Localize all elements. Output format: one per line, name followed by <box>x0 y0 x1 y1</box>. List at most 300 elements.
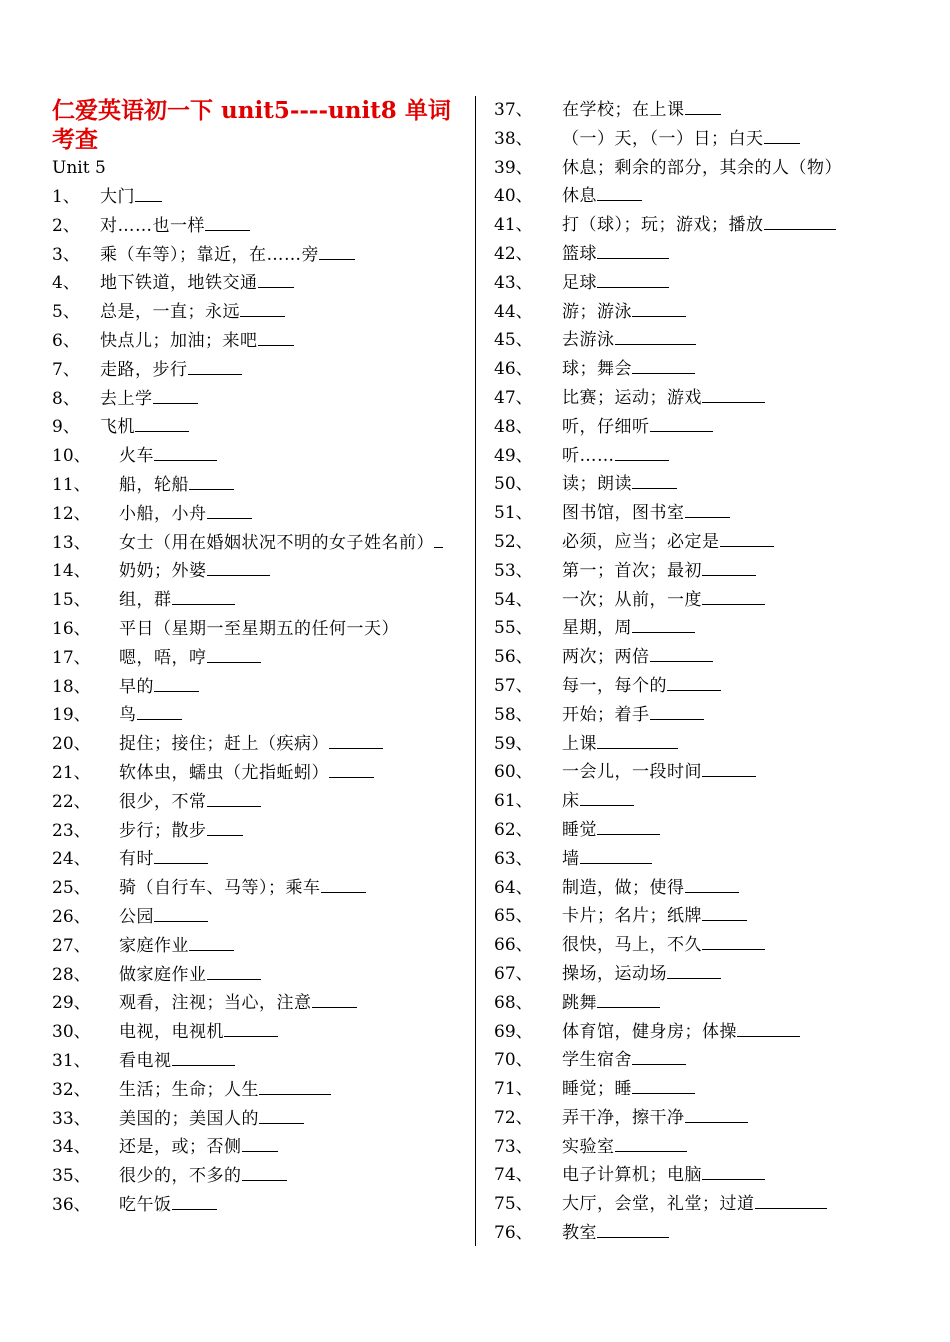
item-text: 做家庭作业 <box>119 964 207 985</box>
answer-blank[interactable] <box>329 759 374 778</box>
item-text: 走路，步行 <box>100 359 188 380</box>
vocab-item <box>52 615 462 644</box>
answer-blank[interactable] <box>764 211 836 230</box>
vocab-item <box>52 817 462 846</box>
item-prompt <box>100 212 440 241</box>
item-number: 1、 <box>52 187 80 207</box>
item-number: 24、 <box>52 849 91 870</box>
item-prompt <box>119 1191 459 1220</box>
item-text: 组，群 <box>119 590 172 611</box>
vocab-item <box>52 298 462 327</box>
item-prompt <box>119 557 459 586</box>
item-number: 47、 <box>494 387 533 408</box>
vocab-item <box>494 672 884 701</box>
answer-blank[interactable] <box>207 644 261 663</box>
item-number: 44、 <box>494 301 533 322</box>
item-number: 31、 <box>52 1050 91 1071</box>
item-prompt <box>119 932 459 961</box>
answer-blank[interactable] <box>702 931 765 950</box>
item-number: 28、 <box>52 964 91 985</box>
item-text: 去上学 <box>100 388 153 409</box>
vocab-item <box>494 1046 884 1075</box>
answer-blank[interactable] <box>615 1133 687 1152</box>
item-number: 68、 <box>494 992 533 1013</box>
item-prompt <box>119 644 459 673</box>
item-number: 43、 <box>494 272 533 293</box>
vocab-item <box>52 1018 462 1047</box>
answer-blank[interactable] <box>207 788 261 807</box>
answer-blank[interactable] <box>667 672 721 691</box>
answer-blank[interactable] <box>172 1047 235 1066</box>
answer-blank[interactable] <box>615 442 669 461</box>
item-prompt <box>562 499 882 528</box>
item-text: 火车 <box>119 446 154 467</box>
item-text: 睡觉；睡 <box>562 1079 632 1100</box>
item-prompt <box>562 557 882 586</box>
item-text: 小船，小舟 <box>119 503 207 524</box>
answer-blank[interactable] <box>632 355 695 374</box>
item-number: 67、 <box>494 963 533 984</box>
item-text: 两次；两倍 <box>562 647 650 668</box>
answer-blank[interactable] <box>597 816 660 835</box>
answer-blank[interactable] <box>580 845 652 864</box>
item-text: 看电视 <box>119 1050 172 1071</box>
vocab-item <box>494 989 884 1018</box>
answer-blank[interactable] <box>240 298 285 317</box>
item-prompt <box>119 874 459 903</box>
answer-blank[interactable] <box>650 643 713 662</box>
item-prompt <box>562 586 882 615</box>
item-number: 27、 <box>52 935 91 956</box>
vocab-item <box>494 96 884 125</box>
answer-blank[interactable] <box>702 557 756 576</box>
answer-blank[interactable] <box>188 356 242 375</box>
answer-blank[interactable] <box>137 701 182 720</box>
item-number: 8、 <box>52 388 80 409</box>
item-prompt <box>119 586 459 615</box>
vocab-item <box>52 586 462 615</box>
item-prompt <box>119 673 459 702</box>
answer-blank[interactable] <box>632 1075 695 1094</box>
item-text: 吃午饭 <box>119 1194 172 1215</box>
answer-blank[interactable] <box>720 528 774 547</box>
vocab-item <box>52 1162 462 1191</box>
answer-blank[interactable] <box>189 471 234 490</box>
item-number: 19、 <box>52 705 91 726</box>
answer-blank[interactable] <box>154 673 199 692</box>
item-prompt <box>562 470 882 499</box>
answer-blank[interactable] <box>702 1161 765 1180</box>
item-prompt <box>100 298 440 327</box>
item-text: 乘（车等）；靠近，在……旁 <box>100 244 319 265</box>
answer-blank[interactable] <box>154 903 208 922</box>
item-number: 40、 <box>494 186 533 207</box>
item-number: 49、 <box>494 445 533 466</box>
item-prompt <box>100 241 440 270</box>
item-prompt <box>562 1018 882 1047</box>
item-text: 对……也一样 <box>100 215 205 236</box>
answer-blank[interactable] <box>329 730 383 749</box>
item-text: 女士（用在婚姻状况不明的女子姓名前） <box>119 532 434 553</box>
vocab-item <box>494 1190 884 1219</box>
item-prompt <box>119 817 459 846</box>
item-number: 5、 <box>52 302 80 323</box>
item-text: 有时 <box>119 849 154 870</box>
vocab-item <box>494 701 884 730</box>
vocab-item <box>494 614 884 643</box>
answer-blank[interactable] <box>135 183 162 202</box>
vocab-item <box>494 787 884 816</box>
item-text: 嗯，唔，哼 <box>119 647 207 668</box>
vocab-item <box>494 1104 884 1133</box>
item-number: 42、 <box>494 243 533 264</box>
item-text: 捉住；接住；赶上（疾病） <box>119 734 329 755</box>
answer-blank[interactable] <box>207 557 270 576</box>
item-prompt <box>562 1161 882 1190</box>
item-prompt <box>119 1133 459 1162</box>
answer-blank[interactable] <box>632 470 677 489</box>
item-prompt <box>100 269 440 298</box>
vocab-item <box>494 413 884 442</box>
answer-blank[interactable] <box>207 961 261 980</box>
item-number: 74、 <box>494 1165 533 1186</box>
answer-blank[interactable] <box>172 1191 217 1210</box>
answer-blank[interactable] <box>597 240 669 259</box>
answer-blank[interactable] <box>764 125 800 144</box>
item-prompt <box>119 845 459 874</box>
item-number: 21、 <box>52 762 91 783</box>
item-number: 63、 <box>494 848 533 869</box>
answer-blank[interactable] <box>205 212 250 231</box>
item-text: 早的 <box>119 676 154 697</box>
item-prompt <box>562 989 882 1018</box>
item-prompt <box>119 500 459 529</box>
vocab-item <box>52 673 462 702</box>
item-number: 50、 <box>494 474 533 495</box>
item-text: 骑（自行车、马等）；乘车 <box>119 878 321 899</box>
vocab-item <box>494 326 884 355</box>
item-number: 52、 <box>494 531 533 552</box>
item-prompt <box>562 240 882 269</box>
vocab-item <box>52 845 462 874</box>
item-number: 17、 <box>52 647 91 668</box>
item-number: 70、 <box>494 1050 533 1071</box>
vocab-item <box>52 759 462 788</box>
vocab-item <box>494 269 884 298</box>
answer-blank[interactable] <box>242 1162 287 1181</box>
answer-blank[interactable] <box>702 384 765 403</box>
answer-blank[interactable] <box>597 989 660 1008</box>
item-number: 60、 <box>494 762 533 783</box>
item-prompt <box>562 643 882 672</box>
vocab-item <box>494 182 884 211</box>
item-number: 62、 <box>494 819 533 840</box>
vocab-item <box>52 644 462 673</box>
item-number: 55、 <box>494 618 533 639</box>
answer-blank[interactable] <box>737 1018 800 1037</box>
item-text: （一）天，（一）日；白天 <box>562 128 764 149</box>
item-number: 73、 <box>494 1136 533 1157</box>
unit-label: Unit 5 <box>52 158 106 178</box>
vocab-item <box>494 211 884 240</box>
vocab-item <box>52 1076 462 1105</box>
vocab-item <box>52 1133 462 1162</box>
vocab-item <box>52 269 462 298</box>
answer-blank[interactable] <box>650 413 713 432</box>
answer-blank[interactable] <box>189 932 234 951</box>
item-prompt <box>562 528 882 557</box>
answer-blank[interactable] <box>172 586 235 605</box>
vocab-item <box>494 730 884 759</box>
answer-blank[interactable] <box>207 500 252 519</box>
item-text: 听，仔细听 <box>562 416 650 437</box>
answer-blank[interactable] <box>702 586 765 605</box>
item-prompt <box>562 326 882 355</box>
item-prompt <box>562 1219 882 1248</box>
item-prompt <box>119 961 459 990</box>
right-column <box>494 96 884 1248</box>
answer-blank[interactable] <box>597 182 642 201</box>
item-prompt <box>562 845 882 874</box>
vocab-item <box>52 932 462 961</box>
item-number: 71、 <box>494 1079 533 1100</box>
answer-blank[interactable] <box>153 385 198 404</box>
answer-blank[interactable] <box>154 442 217 461</box>
item-text: 睡觉 <box>562 819 597 840</box>
item-prompt <box>562 1046 882 1075</box>
answer-blank[interactable] <box>685 1104 748 1123</box>
item-text: 每一，每个的 <box>562 675 667 696</box>
vocab-item <box>52 1047 462 1076</box>
item-text: 地下铁道，地铁交通 <box>100 273 258 294</box>
item-number: 29、 <box>52 993 91 1014</box>
vocab-item <box>52 730 462 759</box>
item-number: 18、 <box>52 676 91 697</box>
answer-blank[interactable] <box>755 1190 827 1209</box>
answer-blank[interactable] <box>242 1133 278 1152</box>
right-word-list <box>494 96 884 1248</box>
item-text: 一次；从前，一度 <box>562 589 702 610</box>
item-prompt <box>119 788 459 817</box>
vocab-item <box>52 788 462 817</box>
vocab-item <box>494 816 884 845</box>
vocab-item <box>494 1018 884 1047</box>
item-number: 65、 <box>494 906 533 927</box>
vocab-item <box>494 1133 884 1162</box>
item-number: 30、 <box>52 1022 91 1043</box>
item-text: 步行；散步 <box>119 820 207 841</box>
item-text: 弄干净，擦干净 <box>562 1107 685 1128</box>
answer-blank[interactable] <box>615 326 696 345</box>
vocab-item <box>52 413 462 442</box>
item-prompt <box>562 355 882 384</box>
item-prompt <box>100 327 440 356</box>
item-number: 59、 <box>494 733 533 754</box>
item-number: 9、 <box>52 417 80 438</box>
item-prompt <box>100 413 440 442</box>
item-text: 还是，或；否侧 <box>119 1137 242 1158</box>
item-number: 53、 <box>494 560 533 581</box>
vocab-item <box>52 183 462 212</box>
item-text: 家庭作业 <box>119 935 189 956</box>
answer-blank[interactable] <box>154 845 208 864</box>
item-prompt <box>562 182 882 211</box>
vocab-item <box>52 874 462 903</box>
vocab-item <box>494 902 884 931</box>
vocab-item <box>494 643 884 672</box>
item-prompt <box>562 614 882 643</box>
answer-blank[interactable] <box>135 413 189 432</box>
item-number: 61、 <box>494 791 533 812</box>
item-prompt <box>119 1162 459 1191</box>
vocab-item <box>52 1105 462 1134</box>
answer-blank[interactable] <box>597 269 669 288</box>
vocab-item <box>52 961 462 990</box>
vocab-item <box>494 470 884 499</box>
left-column <box>52 96 462 1220</box>
answer-blank[interactable] <box>632 1046 686 1065</box>
vocab-item <box>52 1191 462 1220</box>
item-prompt <box>562 125 882 154</box>
vocab-item <box>494 1075 884 1104</box>
answer-blank[interactable] <box>321 874 366 893</box>
answer-blank[interactable] <box>259 1076 331 1095</box>
item-number: 75、 <box>494 1194 533 1215</box>
item-text: 休息 <box>562 186 597 207</box>
item-prompt <box>562 96 882 125</box>
vocab-item <box>494 586 884 615</box>
vocab-item <box>494 298 884 327</box>
item-number: 7、 <box>52 359 80 380</box>
item-number: 34、 <box>52 1137 91 1158</box>
answer-blank[interactable] <box>632 298 686 317</box>
vocab-item <box>52 471 462 500</box>
answer-blank[interactable] <box>319 241 355 260</box>
answer-blank[interactable] <box>702 902 747 921</box>
item-number: 72、 <box>494 1107 533 1128</box>
item-number: 36、 <box>52 1194 91 1215</box>
vocab-item <box>52 989 462 1018</box>
item-number: 37、 <box>494 100 533 120</box>
item-text: 上课 <box>562 733 597 754</box>
vocab-item <box>494 442 884 471</box>
answer-blank[interactable] <box>434 529 443 548</box>
item-prompt <box>119 759 459 788</box>
item-prompt <box>119 442 459 471</box>
item-number: 45、 <box>494 330 533 351</box>
vocab-item <box>494 528 884 557</box>
answer-blank[interactable] <box>597 730 678 749</box>
answer-blank[interactable] <box>258 269 294 288</box>
item-text: 篮球 <box>562 243 597 264</box>
item-prompt <box>562 874 882 903</box>
item-number: 3、 <box>52 244 80 265</box>
item-text: 奶奶；外婆 <box>119 561 207 582</box>
left-word-list <box>52 183 462 1220</box>
item-number: 41、 <box>494 215 533 236</box>
item-text: 游；游泳 <box>562 301 632 322</box>
item-number: 33、 <box>52 1108 91 1129</box>
item-number: 38、 <box>494 128 533 149</box>
answer-blank[interactable] <box>258 327 294 346</box>
item-prompt <box>562 701 882 730</box>
item-prompt <box>562 298 882 327</box>
vocab-item <box>52 385 462 414</box>
item-number: 39、 <box>494 157 533 178</box>
item-text: 平日（星期一至星期五的任何一天） <box>119 618 399 639</box>
vocab-item <box>494 1161 884 1190</box>
answer-blank[interactable] <box>650 701 704 720</box>
answer-blank[interactable] <box>597 1219 669 1238</box>
item-text: 图书馆，图书室 <box>562 503 685 524</box>
vocab-item <box>494 125 884 154</box>
answer-blank[interactable] <box>685 499 730 518</box>
vocab-item <box>52 442 462 471</box>
answer-blank[interactable] <box>667 960 721 979</box>
answer-blank[interactable] <box>685 874 739 893</box>
item-text: 跳舞 <box>562 992 597 1013</box>
answer-blank[interactable] <box>580 787 634 806</box>
answer-blank[interactable] <box>259 1105 304 1124</box>
item-prompt <box>562 211 882 240</box>
vocab-item <box>494 960 884 989</box>
item-text: 去游泳 <box>562 330 615 351</box>
item-number: 76、 <box>494 1223 533 1244</box>
item-text: 生活；生命；人生 <box>119 1079 259 1100</box>
item-text: 必须，应当；必定是 <box>562 531 720 552</box>
vocab-item <box>52 500 462 529</box>
item-prompt <box>562 1133 882 1162</box>
item-prompt <box>562 960 882 989</box>
answer-blank[interactable] <box>685 96 721 115</box>
item-prompt <box>562 1190 882 1219</box>
item-text: 很少，不常 <box>119 791 207 812</box>
item-prompt <box>100 183 440 212</box>
answer-blank[interactable] <box>312 989 357 1008</box>
vocab-item <box>52 241 462 270</box>
item-number: 10、 <box>52 446 91 467</box>
item-text: 大门 <box>100 187 135 207</box>
item-number: 15、 <box>52 590 91 611</box>
item-text: 第一；首次；最初 <box>562 560 702 581</box>
item-prompt <box>119 471 459 500</box>
item-number: 46、 <box>494 359 533 380</box>
item-number: 64、 <box>494 877 533 898</box>
vocab-item <box>52 356 462 385</box>
answer-blank[interactable] <box>207 817 243 836</box>
item-number: 48、 <box>494 416 533 437</box>
item-number: 23、 <box>52 820 91 841</box>
answer-blank[interactable] <box>224 1018 278 1037</box>
item-text: 电视，电视机 <box>119 1022 224 1043</box>
item-text: 制造，做；使得 <box>562 877 685 898</box>
item-number: 4、 <box>52 273 80 294</box>
item-number: 22、 <box>52 791 91 812</box>
vocab-item <box>52 557 462 586</box>
answer-blank[interactable] <box>702 758 756 777</box>
item-text: 在学校；在上课 <box>562 100 685 120</box>
item-prompt <box>562 672 882 701</box>
item-prompt <box>119 1105 459 1134</box>
item-text: 飞机 <box>100 417 135 438</box>
item-text: 很快，马上，不久 <box>562 935 702 956</box>
item-prompt <box>562 1075 882 1104</box>
item-number: 66、 <box>494 935 533 956</box>
item-prompt <box>562 730 882 759</box>
item-prompt <box>562 902 882 931</box>
answer-blank[interactable] <box>632 614 695 633</box>
vocab-item <box>494 384 884 413</box>
